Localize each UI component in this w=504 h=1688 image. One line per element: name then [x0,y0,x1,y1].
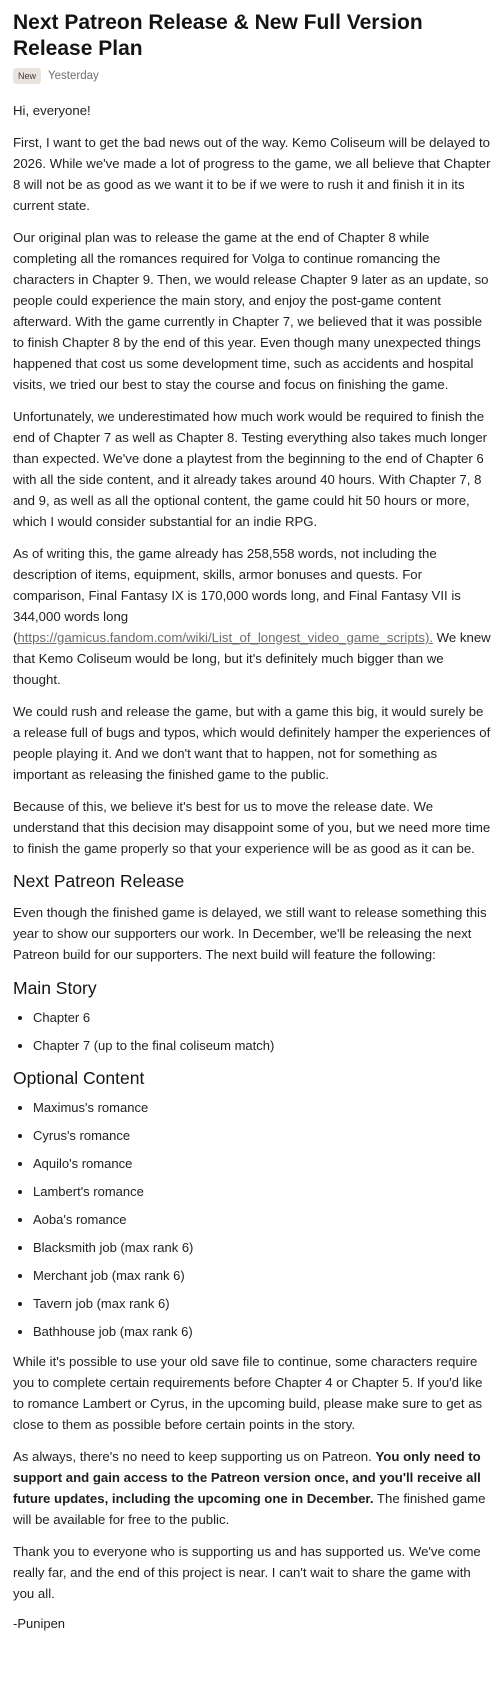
paragraph-delay: First, I want to get the bad news out of the way. Kemo Coliseum will be delayed to 2026. While we've made a lot of progress to the game, we all believe that Chapter 8 will not be as good as we want it to be if we were to rush it and finish it in its current state. [13,135,491,213]
paragraph-word-count [13,543,491,690]
word-count-text-end: We knew that Kemo Coliseum would be long, but it's definitely much bigger than we thought. [13,630,491,687]
list-item: • Maximus's romance [33,1099,491,1117]
list-item: • Aoba's romance [33,1211,491,1229]
list-item: • Tavern job (max rank 6) [33,1295,491,1313]
list-item: • Merchant job (max rank 6) [33,1267,491,1285]
paragraph-original-plan: Our original plan was to release the game at the end of Chapter 8 while completing all the romances required for Volga to continue romancing the characters in Chapter 9. Then, we would release Chapter 9 later as an update, so people could experience the main story, and enjoy the post-game content afterward. With the game currently in Chapter 7, we believed that it was possible to finish Chapter 8 by the end of this year. Even though many unexpected things happened that cost us some development time, such as accidents and hospital visits, we tried our best to stay the course and focus on finishing the game. [13,230,489,392]
paragraph-release-date: Because of this, we believe it's best for us to move the release date. We understand that this decision may disappoint some of you, but we need more time to finish the game properly so that your experience will be as good as it can be. [13,799,491,856]
script-length-link[interactable]: https://gamicus.fandom.com/wiki/List_of_longest_video_game_scripts). [17,630,434,645]
paragraph-patreon-support [13,1446,491,1530]
new-badge: New [13,68,41,84]
support-text-end: The finished game will be available for free to the public. [13,1491,486,1527]
word-count-text: As of writing this, the game already has 258,558 words, not including the description of items, equipment, skills, armor bonuses and quests. For comparison, Final Fantasy IX is 170,000 words long, and Final Fantasy VII is 344,000 words long ( [13,546,461,645]
support-text: As always, there's no need to keep supporting us on Patreon. [13,1449,376,1464]
list-item: • Cyrus's romance [33,1127,491,1145]
list-item: • Blacksmith job (max rank 6) [33,1239,491,1257]
paragraph-rush: We could rush and release the game, but with a game this big, it would surely be a release full of bugs and typos, which would definitely hamper the experiences of people playing it. And we don't want that to happen, not for something as important as releasing the finished game to the public. [13,704,491,782]
paragraph-underestimated: Unfortunately, we underestimated how much work would be required to finish the end of Chapter 7 as well as Chapter 8. Testing everything also takes much longer than expected. We've done a playtest from the beginning to the end of Chapter 6 with all the side content, and it already takes around 40 hours. With Chapter 7, 8 and 9, as well as all the optional content, the game could hit 50 hours or more, which I would consider substantial for an indie RPG. [13,409,488,529]
post-date: Yesterday [48,70,99,82]
post-title: Next Patreon Release & New Full Version Release Plan [13,11,423,60]
heading-next-patreon-release: Next Patreon Release [13,871,185,891]
heading-main-story: Main Story [13,978,97,998]
signature: -Punipen [13,1616,66,1631]
paragraph-next-build: Even though the finished game is delayed, we still want to release something this year to show our supporters our work. In December, we'll be releasing the next Patreon build for our supporters. The next build will feature the following: [13,905,487,962]
heading-optional-content: Optional Content [13,1068,145,1088]
main-story-list [13,1009,491,1055]
list-item: • Lambert's romance [33,1183,491,1201]
list-item: • Chapter 7 (up to the final coliseum match) [33,1037,491,1055]
optional-content-list [13,1099,491,1341]
list-item: • Chapter 6 [33,1009,491,1027]
list-item: • Aquilo's romance [33,1155,491,1173]
greeting: Hi, everyone! [13,103,91,118]
paragraph-save-file: While it's possible to use your old save file to continue, some characters require you to complete certain requirements before Chapter 4 or Chapter 5. If you'd like to romance Lambert or Cyrus, in the upcoming build, please make sure to get as close to them as possible before certain points in the story. [13,1354,483,1432]
post-meta [13,68,491,84]
list-item: • Bathhouse job (max rank 6) [33,1323,491,1341]
support-text-bold: You only need to support and gain access to the Patreon version once, and you'll receive all future updates, including the upcoming one in December. [13,1449,481,1506]
paragraph-thanks: Thank you to everyone who is supporting us and has supported us. We've come really far, and the end of this project is near. I can't wait to share the game with you all. [13,1544,481,1601]
